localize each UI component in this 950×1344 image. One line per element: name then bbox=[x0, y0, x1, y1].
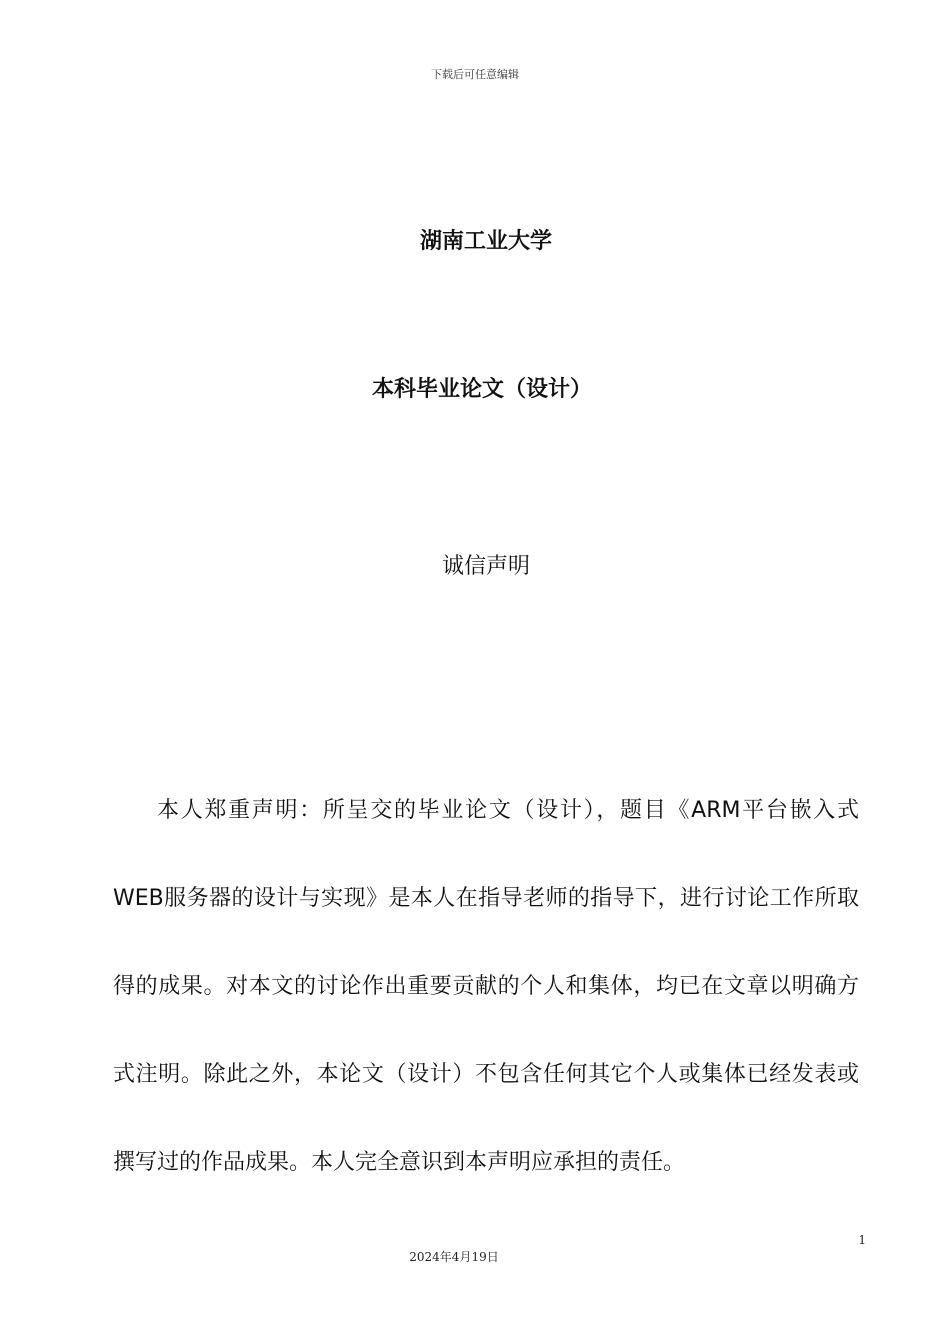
thesis-type-title: 本科毕业论文（设计） bbox=[371, 377, 592, 402]
header-note: 下载后可任意编辑 bbox=[431, 68, 519, 81]
statement-body: 本人郑重声明：所呈交的毕业论文（设计），题目《ARM平台嵌入式WEB服务器的设计与实现》是本人在指导老师的指导下，进行讨论工作所取得的成果。对本文的讨论作出重要贡献的个人和集体，均已在文章以明确方式注明。除此之外，本论文（设计）不包含任何其它个人或集体已经发表或撰写过的作品成果。本人完全意识到本声明应承担的责任。 bbox=[113, 798, 859, 1175]
page-number: 1 bbox=[858, 1233, 866, 1247]
footer-date: 2024年4月19日 bbox=[409, 1250, 499, 1264]
university-name: 湖南工业大学 bbox=[419, 229, 552, 254]
statement-title: 诚信声明 bbox=[441, 554, 530, 579]
